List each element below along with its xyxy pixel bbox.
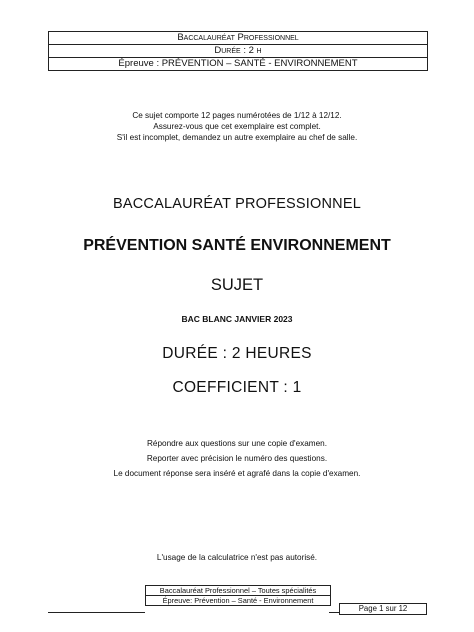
header-duration: Durée : 2 h — [49, 44, 427, 57]
instructions — [0, 436, 474, 481]
intro-notice — [0, 110, 474, 143]
intro-line-incomplete: S'il est incomplet, demandez un autre exemplaire au chef de salle. — [116, 133, 358, 142]
exam-title: BACCALAURÉAT PROFESSIONNEL — [112, 196, 361, 212]
footer-box — [145, 585, 331, 606]
duration-label: DURÉE : 2 HEURES — [162, 345, 312, 362]
intro-line-check: Assurez-vous que cet exemplaire est complet. — [153, 122, 321, 131]
subject-title: PRÉVENTION SANTÉ ENVIRONNEMENT — [83, 237, 391, 254]
footer-rule-mid — [329, 612, 339, 613]
footer-exam-line: Baccalauréat Professionnel – Toutes spécialités — [159, 586, 317, 595]
footer-rule-left — [48, 612, 145, 613]
footer-subject-line: Épreuve: Prévention – Santé - Environnement — [146, 595, 330, 605]
instruction-line: Le document réponse sera inséré et agrafé dans la copie d'examen. — [113, 469, 361, 478]
header-box — [48, 31, 428, 71]
calculator-note: L'usage de la calculatrice n'est pas autorisé. — [156, 553, 318, 562]
header-subject: Épreuve : PRÉVENTION – SANTÉ - ENVIRONNEMENT — [49, 57, 427, 70]
header-exam-name: Baccalauréat Professionnel — [177, 32, 299, 43]
session-label: BAC BLANC JANVIER 2023 — [181, 314, 293, 324]
doc-type: SUJET — [210, 276, 264, 294]
page-number: Page 1 sur 12 — [339, 603, 427, 615]
instruction-line: Répondre aux questions sur une copie d'examen. — [147, 439, 327, 448]
instruction-line: Reporter avec précision le numéro des questions. — [146, 454, 328, 463]
coefficient-label: COEFFICIENT : 1 — [172, 379, 302, 396]
intro-line-pages: Ce sujet comporte 12 pages numérotées de 1/12 à 12/12. — [132, 111, 342, 120]
